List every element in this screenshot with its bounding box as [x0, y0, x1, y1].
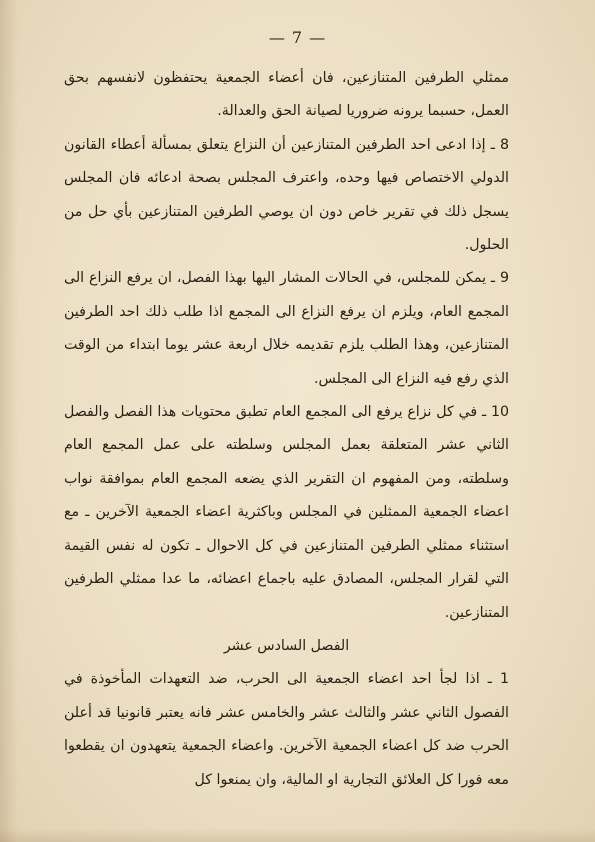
- page-edge-shadow: [0, 0, 18, 842]
- article-10-paragraph: 10 ـ في كل نزاع يرفع الى المجمع العام تطبق محتويات هذا الفصل والفصل الثاني عشر المتعلقة بعمل المجلس وسلطته على عمل المجمع العام وسلطته، ومن المفهوم ان التقرير الذي يضعه المجمع العام بموافقة نواب اعضاء الجمعية الممثلين في المجلس وباكثرية اعضاء الجمعية الآخرين ـ مع استثناء ممثلي الطرفين المتنازعين في كل الاحوال ـ تكون له نفس القيمة التي لقرار المجلس، المصادق عليه باجماع اعضائه، ما عدا ممثلي الطرفين المتنازعين.: [64, 404, 509, 621]
- article-1-paragraph: 1 ـ اذا لجأ احد اعضاء الجمعية الى الحرب، ضد التعهدات المأخوذة في الفصول الثاني عشر والثالث عشر والخامس عشر فانه يعتبر قانونيا قد أعلن الحرب ضد كل اعضاء الجمعية الآخرين. واعضاء الجمعية يتعهدون ان يقطعوا معه فورا كل العلائق التجارية او المالية، وان يمنعوا كل: [64, 671, 509, 788]
- chapter-16-heading: الفصل السادس عشر: [223, 637, 350, 654]
- page-bottom-shadow: [0, 828, 595, 842]
- article-8-paragraph: 8 ـ إذا ادعى احد الطرفين المتنازعين أن النزاع يتعلق بمسألة أعطاء القانون الدولي الاختصاص فيها وحده، واعترف المجلس بصحة ادعائه فان المجلس يسجل ذلك في تقرير خاص دون ان يوصي الطرفين المتنازعين بأي حل من الحلول.: [64, 136, 509, 254]
- paragraph-continuation: ممثلي الطرفين المتنازعين، فان أعضاء الجمعية يحتفظون لانفسهم بحق العمل، حسبما يرونه ضروريا لصيانة الحق والعدالة.: [64, 70, 509, 120]
- article-9-paragraph: 9 ـ يمكن للمجلس، في الحالات المشار اليها بهذا الفصل، ان يرفع النزاع الى المجمع العام، ويلزم ان يرفع النزاع الى المجمع اذا طلب ذلك احد الطرفين المتنازعين، وهذا الطلب يلزم تقديمه خلال اربعة عشر يوما ابتداء من الوقت الذي رفع فيه النزاع الى المجلس.: [64, 270, 509, 387]
- document-body: [64, 62, 509, 797]
- page-number: — 7 —: [268, 28, 327, 47]
